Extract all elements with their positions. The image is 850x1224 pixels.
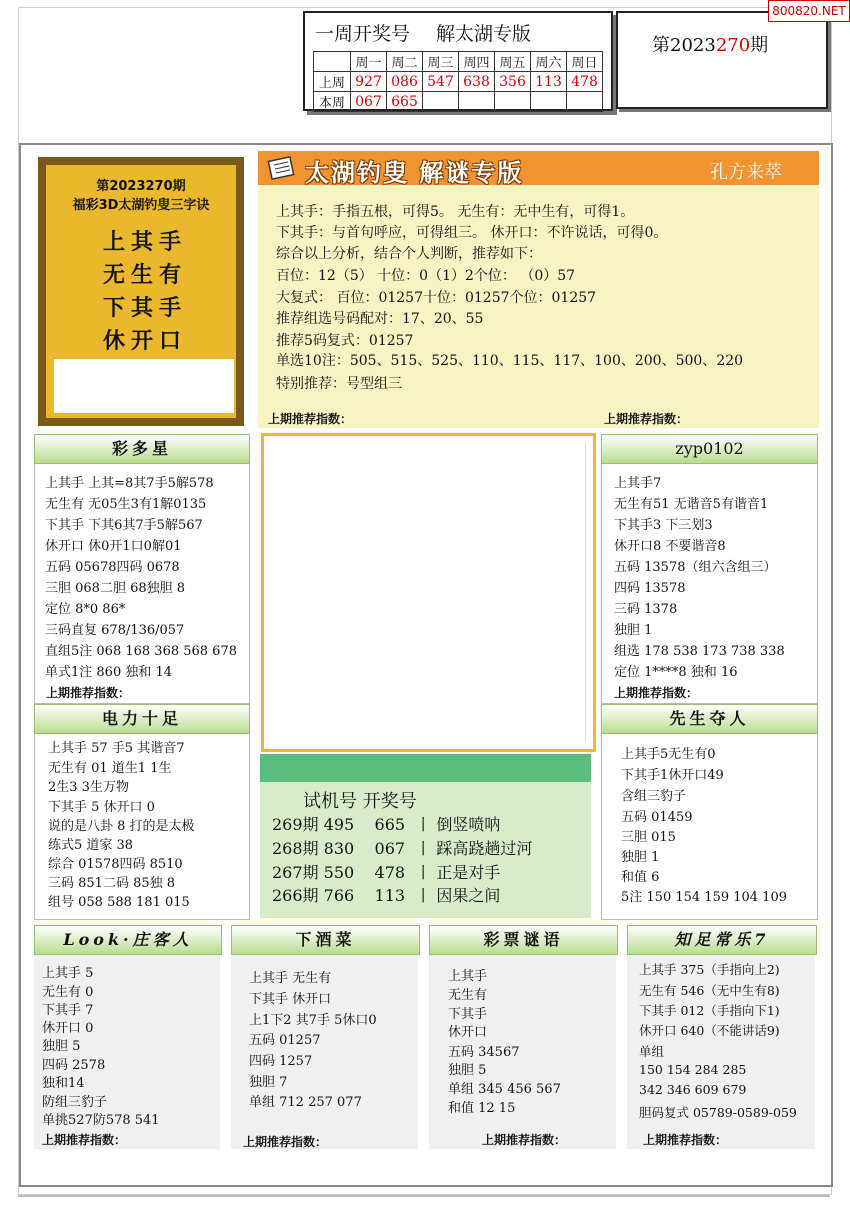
analysis-rating-left: 上期推荐指数： xyxy=(268,412,353,426)
dianli-line: 三码 851二码 85独 8 xyxy=(48,876,176,891)
trial-row xyxy=(272,860,500,883)
trial-test: 495 xyxy=(323,815,355,834)
weekly-draw-edition: 解太湖专版 xyxy=(436,23,532,45)
xiansheng-line: 独胆 1 xyxy=(621,850,660,865)
draw-value: 638 xyxy=(459,72,495,92)
scroll-icon xyxy=(267,155,297,181)
zyp-header: zyp0102 xyxy=(601,434,818,464)
zhizu-line: 无生有 546（无中生有8) xyxy=(639,983,780,998)
draw-value: 356 xyxy=(495,72,531,92)
day-cell: 周一 xyxy=(351,52,387,72)
zyp-line: 下其手3 下三划3 xyxy=(614,518,713,533)
day-cell: 周日 xyxy=(567,52,603,72)
analysis-line: 推荐组选号码配对：17、20、55 xyxy=(276,311,484,327)
day-cell: 周五 xyxy=(495,52,531,72)
caipiao-line: 单组 345 456 567 xyxy=(448,1082,561,1097)
look-line: 独和14 xyxy=(42,1076,85,1091)
draw-value: 927 xyxy=(351,72,387,92)
row-label: 上周 xyxy=(314,72,351,92)
trial-draw: 665 xyxy=(374,815,406,834)
weekly-draw-title xyxy=(315,19,557,46)
zyp-line: 组选 178 538 173 738 338 xyxy=(614,644,785,659)
analysis-line: 百位：12（5） 十位：0（1）2个位： （0）57 xyxy=(276,268,576,284)
look-line: 防组三豹子 xyxy=(42,1095,108,1110)
trial-test: 830 xyxy=(323,839,355,858)
caiduoxing-rating: 上期推荐指数： xyxy=(46,686,131,700)
dianli-line: 练式5 道家 38 xyxy=(48,838,134,853)
zyp-line: 三码 1378 xyxy=(614,602,678,617)
draw-value xyxy=(423,92,459,112)
bottom-divider xyxy=(18,1195,830,1197)
dianli-line: 2生3 3生万物 xyxy=(48,780,129,795)
xiansheng-line: 三胆 015 xyxy=(621,830,676,845)
zyp-line: 四码 13578 xyxy=(614,581,686,596)
caipiao-line: 休开口 xyxy=(448,1025,488,1040)
draw-value xyxy=(459,92,495,112)
trial-test: 550 xyxy=(323,863,355,882)
weekly-draw-box xyxy=(303,11,613,111)
xiansheng-line: 含组三豹子 xyxy=(621,789,687,804)
dianli-line: 下其手 5 休开口 0 xyxy=(48,800,155,815)
look-line: 休开口 0 xyxy=(42,1021,94,1036)
dianli-line: 综合 01578四码 8510 xyxy=(48,857,183,872)
xiansheng-line: 上其手5无生有0 xyxy=(621,747,716,762)
xiansheng-header: 先生夺人 xyxy=(601,704,818,734)
caiduoxing-line: 单式1注 860 独和 14 xyxy=(45,665,173,680)
analysis-line: 特别推荐：号型组三 xyxy=(276,376,402,392)
trial-issue: 269期 xyxy=(272,815,319,834)
look-rating: 上期推荐指数： xyxy=(42,1133,127,1147)
caipiao-line: 上其手 xyxy=(448,969,488,984)
caiduoxing-line: 上其手 上其=8其7手5解578 xyxy=(45,476,214,491)
draw-value xyxy=(531,92,567,112)
zhizu-line: 休开口 640（不能讲话9) xyxy=(639,1023,780,1038)
zyp-line: 定位 1****8 独和 16 xyxy=(614,665,738,680)
caiduoxing-line: 下其手 下其6其7手5解567 xyxy=(45,518,203,533)
trial-note: 正是对手 xyxy=(436,863,501,882)
weekly-draw-table xyxy=(313,51,603,112)
look-header: Look·庄客人 xyxy=(34,925,222,955)
zhizu-rating: 上期推荐指数： xyxy=(643,1133,728,1147)
xiansheng-line: 和值 6 xyxy=(621,870,660,885)
xiansheng-line: 下其手1休开口49 xyxy=(621,768,724,783)
dianli-line: 说的是八卦 8 打的是太极 xyxy=(48,819,195,834)
trial-note: 倒竖喷呐 xyxy=(436,815,501,834)
dianli-line: 组号 058 588 181 015 xyxy=(48,895,190,910)
trial-sep: 丨 xyxy=(415,815,432,834)
site-watermark[interactable]: 800820.NET xyxy=(768,0,850,22)
draw-value xyxy=(495,92,531,112)
zyp-rating: 上期推荐指数： xyxy=(614,686,699,700)
verse-line: 休开口 xyxy=(103,328,188,354)
trial-issue: 267期 xyxy=(272,863,319,882)
xiansheng-line: 五码 01459 xyxy=(621,810,693,825)
zhizu-line: 342 346 609 679 xyxy=(639,1082,747,1097)
dianli-header: 电力十足 xyxy=(34,704,250,734)
trial-draw: 478 xyxy=(374,863,406,882)
caipiao-line: 五码 34567 xyxy=(448,1045,520,1060)
xiajiu-rating: 上期推荐指数： xyxy=(243,1135,328,1149)
verse-line: 上其手 xyxy=(103,229,188,255)
caiduoxing-line: 定位 8*0 86* xyxy=(45,602,126,617)
day-cell: 周三 xyxy=(423,52,459,72)
caiduoxing-header: 彩多星 xyxy=(34,434,250,464)
issue-highlight: 270 xyxy=(715,35,751,56)
caipiao-line: 独胆 5 xyxy=(448,1063,487,1078)
verse-card-blank xyxy=(54,359,234,413)
xiajiu-header: 下酒菜 xyxy=(231,925,420,955)
issue-box xyxy=(616,11,828,109)
this-week-row xyxy=(314,92,603,112)
verse-card-issue: 第2023270期 xyxy=(96,179,186,194)
zhizu-header: 知足常乐7 xyxy=(627,925,817,955)
draw-value: 067 xyxy=(351,92,387,112)
look-line: 四码 2578 xyxy=(42,1058,106,1073)
analysis-line: 大复式： 百位：01257十位：01257个位：01257 xyxy=(276,290,597,306)
caipiao-line: 下其手 xyxy=(448,1007,488,1022)
caipiao-line: 无生有 xyxy=(448,988,488,1003)
look-line: 单挑527防578 541 xyxy=(42,1113,160,1128)
day-cell: 周二 xyxy=(387,52,423,72)
trial-draw: 113 xyxy=(374,886,406,905)
zyp-line: 无生有51 无谐音5有谐音1 xyxy=(614,497,769,512)
draw-value: 113 xyxy=(531,72,567,92)
issue-suffix: 期 xyxy=(750,35,769,56)
caiduoxing-line: 休开口 休0开1口0解01 xyxy=(45,539,182,554)
analysis-line: 推荐5码复式：01257 xyxy=(276,333,414,349)
weekly-draw-label: 一周开奖号 xyxy=(315,23,411,45)
xiajiu-line: 上其手 无生有 xyxy=(249,971,332,986)
trial-row xyxy=(272,812,500,835)
verse-line: 下其手 xyxy=(103,295,188,321)
caiduoxing-line: 直组5注 068 168 368 568 678 xyxy=(45,644,237,659)
analysis-author: 孔方来萃 xyxy=(710,162,782,183)
trial-sep: 丨 xyxy=(415,839,432,858)
verse-line: 无生有 xyxy=(103,262,188,288)
issue-prefix: 第2023 xyxy=(652,35,716,56)
caiduoxing-line: 五码 05678四码 0678 xyxy=(45,560,180,575)
xiajiu-line: 五码 01257 xyxy=(249,1033,321,1048)
xiajiu-line: 下其手 休开口 xyxy=(249,992,332,1007)
analysis-line: 下其手：与首句呼应，可得组三。 休开口：不许说话，可得0。 xyxy=(276,225,668,241)
trial-sep: 丨 xyxy=(415,863,432,882)
trial-bar xyxy=(260,754,591,782)
analysis-line: 单选10注：505、515、525、110、115、117、100、200、500、220 xyxy=(276,353,744,369)
look-line: 无生有 0 xyxy=(42,985,94,1000)
dianli-line: 上其手 57 手5 其谐音7 xyxy=(48,741,185,756)
look-line: 上其手 5 xyxy=(42,966,94,981)
dianli-line: 无生有 01 道生1 1生 xyxy=(48,761,172,776)
caipiao-line: 和值 12 15 xyxy=(448,1101,516,1116)
caipiao-rating: 上期推荐指数： xyxy=(482,1133,567,1147)
analysis-title: 太湖钓叟 解谜专版 xyxy=(305,158,524,187)
draw-value: 547 xyxy=(423,72,459,92)
analysis-line: 上其手：手指五根，可得5。 无生有：无中生有，可得1。 xyxy=(276,204,635,220)
caipiao-header: 彩票谜语 xyxy=(429,925,618,955)
draw-value: 665 xyxy=(387,92,423,112)
zyp-line: 五码 13578（组六含组三） xyxy=(614,560,777,575)
corner-cell xyxy=(314,52,351,72)
zyp-line: 休开口8 不要谐音8 xyxy=(614,539,726,554)
look-line: 独胆 5 xyxy=(42,1039,81,1054)
zhizu-line: 胆码复式 05789-0589-059 xyxy=(639,1105,797,1120)
trial-note: 因果之间 xyxy=(436,886,501,905)
row-label: 本周 xyxy=(314,92,351,112)
look-line: 下其手 7 xyxy=(42,1003,94,1018)
xiajiu-line: 单组 712 257 077 xyxy=(249,1095,362,1110)
trial-note: 踩高跷趟过河 xyxy=(436,839,533,858)
zhizu-line: 单组 xyxy=(639,1044,665,1059)
trial-test: 766 xyxy=(323,886,355,905)
day-cell: 周六 xyxy=(531,52,567,72)
caiduoxing-line: 三码直复 678/136/057 xyxy=(45,623,185,638)
zhizu-line: 上其手 375（手指向上2) xyxy=(639,962,780,977)
trial-header: 试机号 开奖号 xyxy=(303,791,417,812)
draw-value xyxy=(567,92,603,112)
draw-value: 086 xyxy=(387,72,423,92)
center-image xyxy=(266,443,586,743)
trial-issue: 268期 xyxy=(272,839,319,858)
day-header-row xyxy=(314,52,603,72)
trial-sep: 丨 xyxy=(415,886,432,905)
trial-row xyxy=(272,836,532,859)
trial-draw: 067 xyxy=(374,839,406,858)
xiajiu-line: 上1下2 其7手 5休口0 xyxy=(249,1013,377,1028)
caiduoxing-line: 三胆 068二胆 68独胆 8 xyxy=(45,581,186,596)
analysis-rating-right: 上期推荐指数： xyxy=(604,412,689,426)
zhizu-line: 150 154 284 285 xyxy=(639,1062,747,1077)
zyp-line: 独胆 1 xyxy=(614,623,653,638)
draw-value: 478 xyxy=(567,72,603,92)
trial-row xyxy=(272,883,500,906)
trial-issue: 266期 xyxy=(272,886,319,905)
analysis-line: 综合以上分析，结合个人判断，推荐如下： xyxy=(276,246,542,262)
day-cell: 周四 xyxy=(459,52,495,72)
issue-number xyxy=(652,31,768,57)
zhizu-line: 下其手 012（手指向下1) xyxy=(639,1003,780,1018)
xiajiu-line: 四码 1257 xyxy=(249,1054,313,1069)
xiansheng-line: 5注 150 154 159 104 109 xyxy=(621,890,787,905)
verse-card-title: 福彩3D太湖钓叟三字诀 xyxy=(72,198,210,213)
zyp-line: 上其手7 xyxy=(614,476,662,491)
last-week-row xyxy=(314,72,603,92)
xiajiu-line: 独胆 7 xyxy=(249,1075,288,1090)
caiduoxing-line: 无生有 无05生3有1解0135 xyxy=(45,497,207,512)
